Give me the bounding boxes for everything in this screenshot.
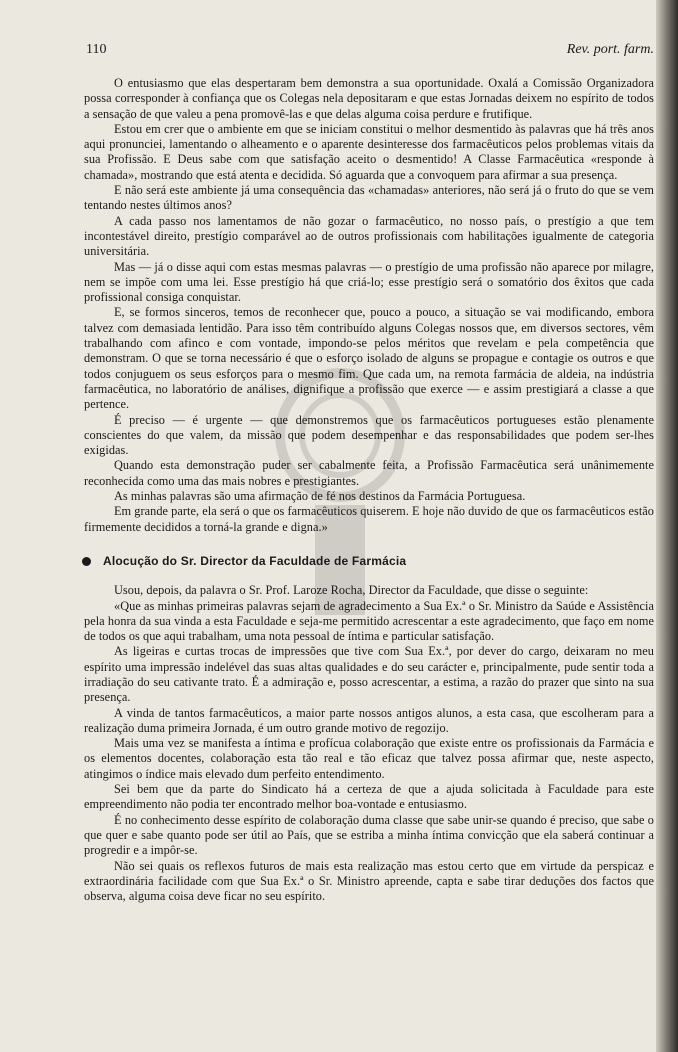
page-number: 110	[86, 42, 107, 57]
section-heading-text: Alocução do Sr. Director da Faculdade de Farmácia	[103, 553, 407, 568]
paragraph: «Que as minhas primeiras palavras sejam de agradecimento a Sua Ex.ª o Sr. Ministro da Saúde e Assistência pela honra da sua vinda a esta Faculdade e seja-me permitido acrescentar a este agradecimento, que faço em nome de todos os que aqui trabalham, uma nota pessoal de íntima e particular satisfação.	[84, 598, 654, 644]
paragraph: Quando esta demonstração puder ser cabalmente feita, a Profissão Farmacêutica será unânimemente reconhecida como uma das mais nobres e prestigiantes.	[84, 458, 654, 488]
paragraph: Usou, depois, da palavra o Sr. Prof. Laroze Rocha, Director da Faculdade, que disse o seguinte:	[114, 583, 589, 598]
section-heading	[84, 554, 654, 569]
paragraph: As ligeiras e curtas trocas de impressões que tive com Sua Ex.ª, por dever do cargo, deixaram no meu espírito uma impressão indelével das suas altas qualidades e do seu carácter e, principalmente, pude sentir toda a irradiação do seu cativante trato. É a admiração e, posso acrescentar, a estima, a razão do prazer que sinto na sua presença.	[84, 644, 654, 705]
body-text	[84, 76, 654, 904]
paragraph: Mais uma vez se manifesta a íntima e profícua colaboração que existe entre os profissionais da Farmácia e os elementos docentes, colaboração esta tão real e tão eficaz que talvez possa afirmar que, neste aspecto, atingimos o índice mais elevado dum perfeito entendimento.	[84, 736, 654, 781]
paragraph: É preciso — é urgente — que demonstremos que os farmacêuticos portugueses estão plenamente conscientes do que valem, da missão que podem desempenhar e das responsabilidades que podem ser-lhes exigidas.	[84, 412, 654, 458]
paragraph: É no conhecimento desse espírito de colaboração duma classe que sabe unir-se quando é preciso, que sabe o que quer e sabe quanto pode ser útil ao País, que se estriba a minha íntima convicção que ela saberá continuar a progredir e a impôr-se.	[84, 812, 654, 858]
paragraph: O entusiasmo que elas despertaram bem demonstra a sua oportunidade. Oxalá a Comissão Organizadora possa corresponder à confiança que os Colegas nela depositaram e que estas Jornadas deixem no espírito de todos a sensação de que valeu a pena promovê-las e que delas alguma coisa perdure e frutifique.	[84, 76, 654, 121]
bullet-icon	[82, 557, 91, 566]
paragraph: Sei bem que da parte do Sindicato há a certeza de que a ajuda solicitada à Faculdade para este empreendimento não podia ter encontrado melhor boa-vontade e entusiasmo.	[84, 782, 654, 812]
page-header	[86, 42, 654, 60]
paragraph: A vinda de tantos farmacêuticos, a maior parte nossos antigos alunos, a esta casa, que escolheram para a realização duma primeira Jornada, é um outro grande motivo de regozijo.	[84, 705, 654, 735]
running-head: Rev. port. farm.	[566, 42, 654, 57]
paragraph: Não sei quais os reflexos futuros de mais esta realização mas estou certo que em virtude da perspicaz e extraordinária facilidade com que Sua Ex.ª o Sr. Ministro apreende, capta e sabe tirar deduções dos factos que observa, alguma coisa deve ficar no seu espírito.	[84, 858, 654, 904]
paragraph: Em grande parte, ela será o que os farmacêuticos quiserem. E hoje não duvido de que os farmacêuticos estão firmemente decididos a torná-la grande e digna.»	[84, 504, 655, 534]
paragraph: E não será este ambiente já uma consequência das «chamadas» anteriores, não será já o fruto do que se vem tentando nestes últimos anos?	[84, 183, 654, 213]
paragraph: Estou em crer que o ambiente em que se iniciam constitui o melhor desmentido às palavras que há três anos aqui pronunciei, lamentando o alheamento e o aparente desinteresse dos farmacêuticos pelos problemas vitais da sua Profissão. E Deus sabe com que satisfação aceito o desmentido! A Classe Farmacêutica «responde à chamada», mostrando que está atenta e decidida. Só aguarda que a convoquem para afirmar a sua presença.	[84, 121, 654, 182]
paragraph: As minhas palavras são uma afirmação de fé nos destinos da Farmácia Portuguesa.	[114, 489, 526, 504]
paragraph: A cada passo nos lamentamos de não gozar o farmacêutico, no nosso país, o prestígio a que tem incontestável direito, prestígio comparável ao de outros profissionais com habilitações igualmente de categoria universitária.	[84, 213, 654, 259]
paragraph: Mas — já o disse aqui com estas mesmas palavras — o prestígio de uma profissão não aparece por milagre, nem se impõe com uma lei. Esse prestígio há que criá-lo; esse prestígio será o somatório dos êxitos que cada profissional consiga conquistar.	[84, 259, 654, 305]
page-binding-edge	[656, 0, 678, 1052]
paragraph: E, se formos sinceros, temos de reconhecer que, pouco a pouco, a situação se vai modificando, embora talvez com demasiada lentidão. Para isso têm contribuído alguns Colegas nossos que, em diversos sectores, vêm trabalhando com afinco e com vontade, impondo-se pelos méritos que revelam e pela competência que demonstram. O que se torna necessário é que o esforço isolado de alguns se propague e contagie os outros e que todos conjuguem os seus esforços para o mesmo fim. Que cada um, na remota farmácia de aldeia, na indústria farmacêutica, no laboratório de análises, dignifique a profissão que exerce — e assim prestigiará a classe a que pertence.	[84, 305, 654, 412]
